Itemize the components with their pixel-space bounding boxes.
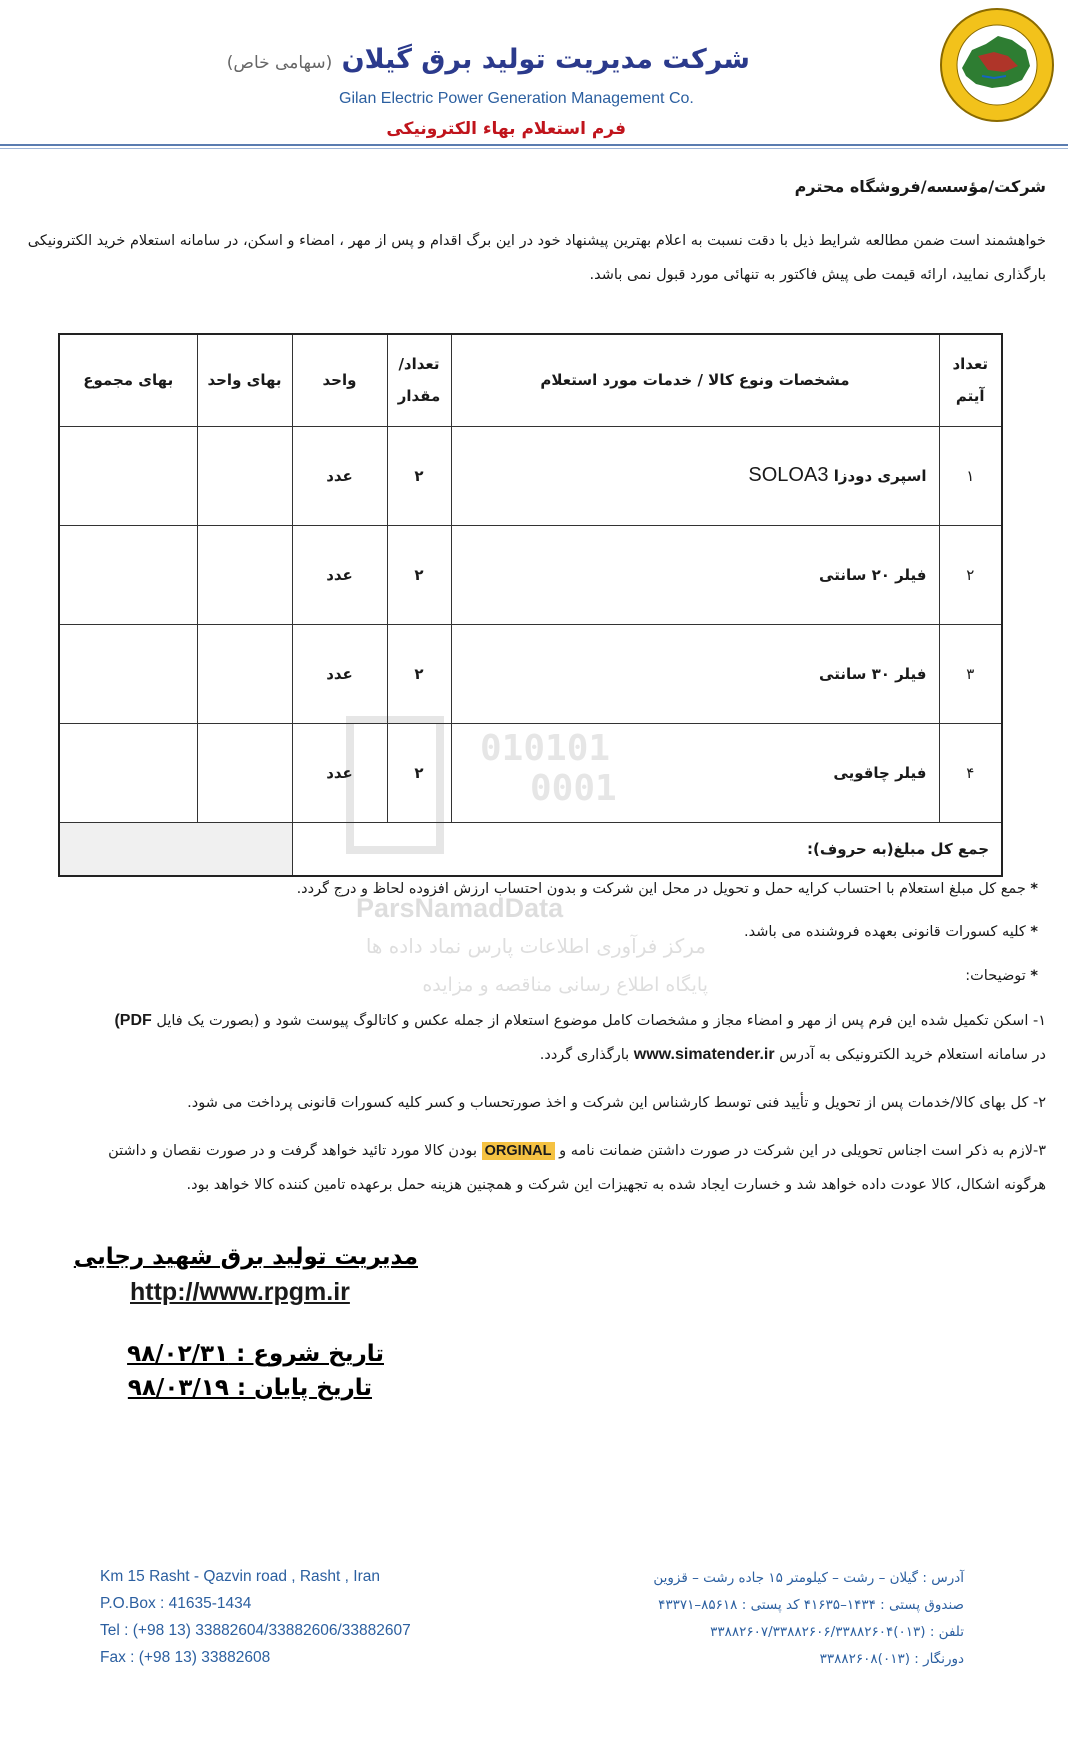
row-item-no: ۳ [939, 624, 1002, 723]
note-2-text: کلیه کسورات قانونی بعهده فروشنده می باشد. [744, 924, 1026, 940]
header-divider-thin [0, 148, 1068, 149]
footer-tel-en: Tel : (+98 13) 33882604/33882606/33882607 [100, 1622, 411, 1639]
explanation-1-part-c: بارگذاری گردد. [539, 1047, 630, 1063]
watermark-binary: 010101 [480, 728, 611, 769]
header-total-price: بهای مجموع [59, 334, 197, 426]
row-total-price-cell[interactable] [59, 723, 197, 822]
row-quantity: ۲ [387, 624, 451, 723]
form-title: فرم استعلام بهاء الکترونیکی [386, 119, 626, 139]
table-row [59, 426, 1002, 525]
intro-paragraph: خواهشمند است ضمن مطالعه شرایط ذیل با دقت نسبت به اعلام بهترین پیشنهاد خود در این برگ اقدام و پس از مهر ، امضاء و اسکن، در سامانه استعلام خرید الکترونیکی بارگذاری نمایید، ارائه قیمت طی پیش فاکتور به تنهائی مورد قبول نمی باشد. [27, 233, 1046, 283]
items-table [58, 333, 1003, 877]
explanation-3-part-c: هرگونه اشکال، کالا عودت داده خواهد شد و خسارت ایجاد شده به تجهیزات این شرکت و همچنین هزینه حمل برعهده تامین کننده کالا خواهد بود. [186, 1177, 1046, 1193]
company-type: (سهامی خاص) [226, 53, 333, 73]
note-2 [744, 924, 1038, 940]
company-name-en: Gilan Electric Power Generation Management Co. [339, 90, 694, 107]
start-date: تاریخ شروع : ۹۸/۰۲/۳۱ [127, 1341, 384, 1367]
row-item-no: ۲ [939, 525, 1002, 624]
watermark-brand: ParsNamadData [356, 893, 564, 923]
explanation-3 [0, 1134, 1046, 1202]
sum-label: جمع کل مبلغ(به حروف): [292, 822, 1002, 876]
table-row [59, 624, 1002, 723]
end-date: تاریخ پایان : ۹۸/۰۳/۱۹ [127, 1375, 372, 1401]
explanation-2: ۲- کل بهای کالا/خدمات پس از تحویل و تأیید فنی توسط کارشناس این شرکت و اخذ صورتحساب و کسر کلیه کسورات قانونی پرداخت می شود. [187, 1095, 1046, 1111]
row-item-no: ۴ [939, 723, 1002, 822]
header-item-no [939, 334, 1002, 426]
row-unit: عدد [292, 624, 387, 723]
logo-emblem-icon [938, 6, 1056, 124]
row-description: فیلر چاقویی [451, 723, 939, 822]
header-qty-line1: تعداد/ [398, 355, 440, 374]
row-unit: عدد [292, 723, 387, 822]
watermark-line2: پایگاه اطلاع رسانی مناقصه و مزایده [422, 974, 708, 996]
table-row [59, 525, 1002, 624]
row-unit-price-cell[interactable] [197, 525, 292, 624]
footer-address-en: Km 15 Rasht - Qazvin road , Rasht , Iran [100, 1568, 380, 1585]
simatender-link[interactable]: www.simatender.ir [633, 1046, 775, 1063]
signature-org: مدیریت تولید برق شهید رجایی [73, 1244, 418, 1270]
original-highlight: ORGINAL [482, 1142, 555, 1160]
table-row [59, 723, 1002, 822]
footer-tel-fa: تلفن : (۰۱۳)۳۳۸۸۲۶۰۷/۳۳۸۸۲۶۰۶/۳۳۸۸۲۶۰۴ [710, 1624, 964, 1640]
addressee: شرکت/مؤسسه/فروشگاه محترم [794, 177, 1046, 196]
explanation-1-part-a: ۱- اسکن تکمیل شده این فرم پس از مهر و امضاء مجاز و مشخصات کامل موضوع استعلام از جمله عکس و کاتالوگ پیوست شود و (بصورت یک فایل [156, 1013, 1046, 1029]
row-total-price-cell[interactable] [59, 426, 197, 525]
header-quantity [387, 334, 451, 426]
row-description: فیلر ۲۰ سانتی [451, 525, 939, 624]
pdf-label: PDF [119, 1012, 152, 1029]
row-item-no: ۱ [939, 426, 1002, 525]
row-unit-price-cell[interactable] [197, 426, 292, 525]
note-3-text: توضیحات: [965, 968, 1026, 984]
note-bullet: * [1030, 881, 1038, 897]
row-unit: عدد [292, 426, 387, 525]
row-unit-price-cell[interactable] [197, 624, 292, 723]
watermark-binary-2: 0001 [530, 768, 617, 809]
footer-fax-en: Fax : (+98 13) 33882608 [100, 1649, 271, 1666]
company-name-heading [227, 44, 750, 75]
header-unit: واحد [292, 334, 387, 426]
header-description: مشخصات ونوع کالا / خدمات مورد استعلام [451, 334, 939, 426]
header-qty-line2: مقدار [397, 387, 441, 406]
note-1-text: جمع کل مبلغ استعلام با احتساب کرایه حمل و تحویل در محل این شرکت و بدون احتساب ارزش افزوده لحاظ و درج گردد. [296, 881, 1026, 897]
note-1 [297, 881, 1038, 897]
row-quantity: ۲ [387, 723, 451, 822]
rpgm-link[interactable]: http://www.rpgm.ir [130, 1278, 350, 1306]
row-description [451, 426, 939, 525]
sum-amount-cell[interactable] [59, 822, 292, 876]
footer-pobox-fa: صندوق پستی : ۱۴۳۴–۴۱۶۳۵ کد پستی : ۸۵۶۱۸–۴۳۳۷۱ [658, 1597, 964, 1613]
explanation-1 [16, 1004, 1046, 1072]
header-unit-price: بهای واحد [197, 334, 292, 426]
footer-pobox-en: P.O.Box : 41635-1434 [100, 1595, 252, 1612]
company-name: شرکت مدیریت تولید برق گیلان [341, 44, 750, 75]
header-item-no-line1: تعداد [952, 355, 989, 374]
row-description-model: SOLOA3 [748, 464, 829, 486]
header-divider [0, 144, 1068, 146]
row-unit-price-cell[interactable] [197, 723, 292, 822]
pdf-paren: ) [114, 1012, 120, 1029]
watermark-line1: مرکز فرآوری اطلاعات پارس نماد داده ها [365, 934, 706, 958]
table-header-row [59, 334, 1002, 426]
row-quantity: ۲ [387, 525, 451, 624]
row-unit: عدد [292, 525, 387, 624]
row-description-text: اسپری دودزا [833, 467, 927, 485]
note-bullet: * [1030, 924, 1038, 940]
row-total-price-cell[interactable] [59, 624, 197, 723]
explanation-3-part-b: بودن کالا مورد تائید خواهد گرفت و در صورت نقصان و داشتن [108, 1143, 478, 1159]
note-bullet: * [1030, 968, 1038, 984]
row-quantity: ۲ [387, 426, 451, 525]
header-item-no-line2: آیتم [955, 387, 985, 406]
company-logo [938, 6, 1056, 124]
row-total-price-cell[interactable] [59, 525, 197, 624]
note-3 [965, 968, 1038, 984]
explanation-1-part-b: در سامانه استعلام خرید الکترونیکی به آدرس [779, 1047, 1046, 1063]
footer-address-fa: آدرس : گیلان – رشت – کیلومتر ۱۵ جاده رشت – قزوین [653, 1570, 964, 1586]
footer-fax-fa: دورنگار : (۰۱۳)۳۳۸۸۲۶۰۸ [819, 1651, 964, 1667]
sum-row [59, 822, 1002, 876]
row-description: فیلر ۳۰ سانتی [451, 624, 939, 723]
explanation-3-part-a: ۳-لازم به ذکر است اجناس تحویلی در این شرکت در صورت داشتن ضمانت نامه و [559, 1143, 1046, 1159]
